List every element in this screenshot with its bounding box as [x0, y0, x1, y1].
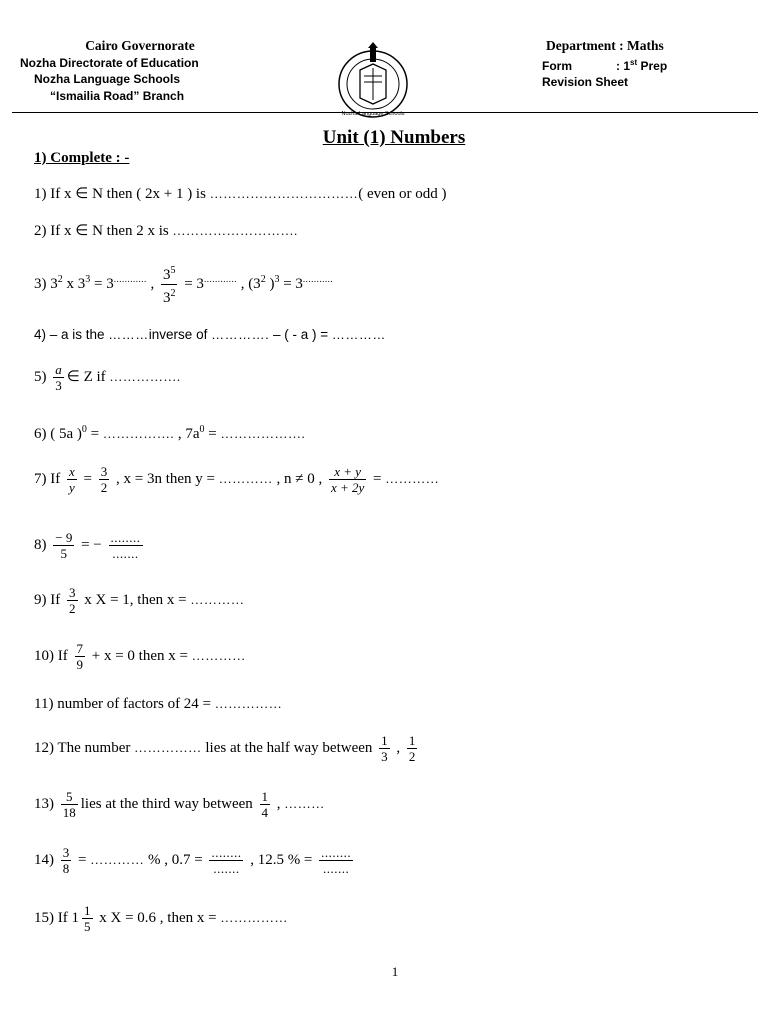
question-3: 3) $3^2$ x $3^3 = 3^{............}$ , $\frac{3^5}{3^2}$ = 3............ , ($3^2$ )$^3$ = 3........... [34, 262, 333, 307]
schools-name: Nozha Language Schools [34, 72, 181, 86]
answer-blank[interactable]: ……………. [102, 426, 175, 441]
question-7: 7) If $\frac{x}{y}$ = $\frac{3}{2}$ , x = 3n then y = ………… , n ≠ 0 , $\frac{x + y}{x + 2y}$ = ………… [34, 464, 440, 495]
question-11: 11) number of factors of 24 = …………… [34, 696, 283, 712]
answer-blank[interactable]: ………………. [220, 426, 306, 441]
fraction: $\frac{x}{y}$ [69, 464, 75, 495]
fraction: $\frac{3}{2}$ [100, 464, 108, 495]
header-left [20, 38, 250, 104]
fraction: $\frac{a}{3}$ [55, 362, 62, 393]
question-8: 8) $\frac{- 9}{5}$ = − $\frac{........}{.......}$ [34, 530, 141, 561]
governorate: Cairo Governorate [85, 38, 195, 53]
department: Department : Maths [546, 38, 664, 53]
question-15: 15) If 1 $\frac{1}{5}$ x X = 0.6 , then x = …………… [34, 903, 288, 934]
fraction: $\frac{5}{18}$ [62, 789, 76, 820]
question-6: 6) ( 5a )$^0$ = ……………. , $7a^0$ = ………………. [34, 424, 306, 442]
answer-blank[interactable]: ……… [108, 327, 149, 342]
answer-blank[interactable]: ………… [331, 327, 386, 342]
question-1: 1) If x ∈ N then ( 2x + 1 ) is ……………………………( even or odd ) [34, 186, 447, 202]
revision-sheet: Revision Sheet [542, 75, 629, 89]
fraction: $\frac{1}{5}$ [84, 903, 91, 934]
answer-blank[interactable]: ………… [90, 851, 145, 867]
answer-blank[interactable]: …………………………… [209, 186, 359, 201]
form-suffix: Prep [637, 58, 668, 73]
answer-blank[interactable]: ……… [284, 795, 325, 811]
answer-blank[interactable]: ………… [191, 647, 246, 663]
question-10: 10) If $\frac{7}{9}$ + x = 0 then x = ………… [34, 641, 246, 672]
answer-blank[interactable]: ............ [203, 273, 237, 284]
answer-blank[interactable]: ………………………. [172, 223, 298, 238]
question-12: 12) The number …………… lies at the half way between $\frac{1}{3}$ , $\frac{1}{2}$ [34, 733, 416, 764]
fraction: $\frac{1}{4}$ [261, 789, 269, 820]
fraction: $\frac{1}{3}$ [381, 733, 388, 764]
answer-blank[interactable]: ........... [302, 273, 334, 284]
page-number: 1 [391, 964, 399, 979]
page-title: Unit (1) Numbers [322, 127, 466, 148]
logo-text: Nozha Language Schools [341, 111, 405, 117]
answer-blank[interactable]: …………. [211, 327, 270, 342]
question-2: 2) If x ∈ N then 2 x is ………………………. [34, 223, 298, 239]
fraction: $\frac{3^5}{3^2}$ [161, 262, 178, 307]
question-13: 13) $\frac{5}{18}$ lies at the third way between $\frac{1}{4}$ , ……… [34, 789, 325, 820]
fraction: $\frac{1}{2}$ [408, 733, 416, 764]
header-right [542, 38, 762, 91]
question-9: 9) If $\frac{3}{2}$ x X = 1, then x = ………… [34, 585, 245, 616]
section-heading: 1) Complete : - [34, 150, 130, 166]
answer-fraction[interactable]: $\frac{........}{.......}$ [110, 530, 141, 561]
answer-blank[interactable]: ………… [190, 591, 245, 607]
answer-fraction[interactable]: $\frac{........}{.......}$ [211, 845, 242, 876]
fraction: $\frac{x + y}{x + 2y}$ [330, 464, 365, 495]
form-value: : 1 [616, 58, 631, 73]
question-4: 4) – a is the ………inverse of …………. – ( - a ) = ………… [34, 327, 386, 342]
answer-blank[interactable]: …………… [220, 909, 288, 925]
branch-name: “Ismailia Road” Branch [50, 88, 185, 103]
answer-blank[interactable]: ………… [385, 470, 440, 486]
form-sup: st [630, 57, 638, 67]
answer-fraction[interactable]: $\frac{........}{.......}$ [321, 845, 352, 876]
fraction: $\frac{3}{2}$ [69, 585, 76, 616]
answer-blank[interactable]: …………… [134, 739, 202, 755]
school-logo [334, 40, 412, 120]
question-14: 14) $\frac{3}{8}$ = ………… % , 0.7 = $\frac{........}{.......}$ , 12.5 % = $\frac{........}{.......}$ [34, 845, 352, 876]
fraction: $\frac{- 9}{5}$ [55, 530, 73, 561]
fraction: $\frac{7}{9}$ [76, 641, 83, 672]
answer-blank[interactable]: …………… [214, 696, 283, 711]
directorate: Nozha Directorate of Education [20, 55, 199, 70]
answer-blank[interactable]: ............ [113, 273, 147, 284]
form-line [542, 59, 667, 73]
answer-blank[interactable]: ……………. [109, 368, 181, 384]
header-divider [12, 112, 758, 113]
fraction: $\frac{3}{8}$ [62, 845, 70, 876]
question-5: 5) $\frac{a}{3}$ ∈ Z if ……………. [34, 362, 181, 393]
answer-blank[interactable]: ………… [218, 470, 273, 486]
form-label: Form [542, 58, 572, 73]
